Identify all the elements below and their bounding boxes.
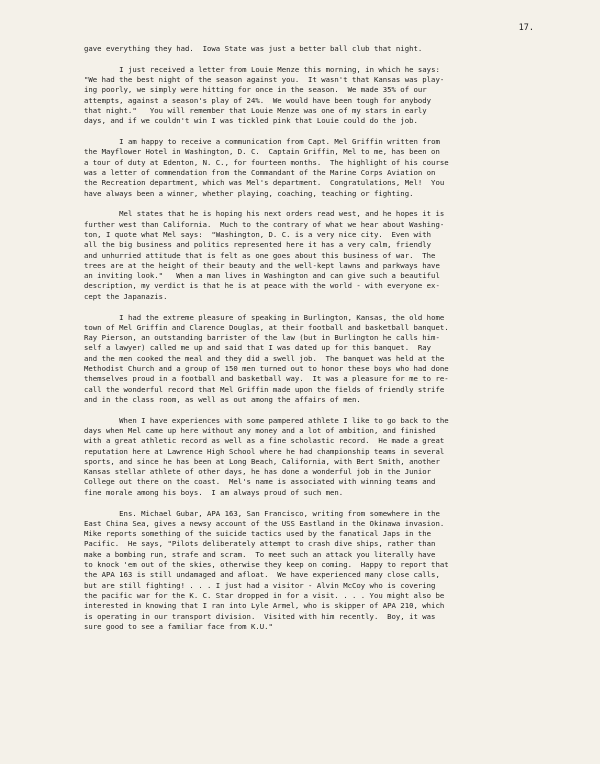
page-number: 17. xyxy=(518,23,534,33)
paragraph-louie-menze-letter: I just received a letter from Louie Menze this morning, in which he says: "We had the best night of the season against you. It wasn't that Kansas was play- ing poorly, we simply were hitting for once in the season. We made 35% of our attempts, against a season's play of 24%. We would have been tough for anybody that night." You will remember that Louie Menze was one of my stars in early days, and if we couldn't win I was tickled pink that Louie could do the job. xyxy=(84,64,445,126)
paragraph-michael-gubar-letter: Ens. Michael Gubar, APA 163, San Francisco, writing from somewhere in the East China Sea, gives a newsy account of the USS Eastland in the Okinawa invasion. Mike reports something of the suicide tactics used by the fanatical Japs in the Pacific. He says, "Pilots deliberately attempt to crash dive ships, rather than make a bombing run, strafe and scram. To meet such an attack you literally have to knock 'em out of the skies, otherwise they keep on coming. Happy to report that the APA 163 is still undamaged and afloat. We have experienced many close calls, but are still fighting! . . . I just had a visitor - Alvin McCoy who is covering the pacific war for the K. C. Star dropped in for a visit. . . . You might also be interested in knowing that I ran into Lyle Armel, who is skipper of APA 210, which is operating in our transport division. Visited with him recently. Boy, it was sure good to see a familiar face from K.U." xyxy=(84,508,449,631)
paragraph-burlington-banquet: I had the extreme pleasure of speaking in Burlington, Kansas, the old home town of Mel Griffin and Clarence Douglas, at their football and basketball banquet. Ray Pierson, an outstanding barrister of the law (but in Burlington he calls him- self a lawyer) called me up and said that I was dated up for this banquet. Ray and the men cooked the meal and they did a swell job. The banquet was held at the Methodist Church and a group of 150 men turned out to honor these boys who had done themselves proud in a football and basketball way. It was a pleasure for me to re- call the wonderful record that Mel Griffin made upon the fields of friendly strife and in the class room, as well as out among the affairs of men. xyxy=(84,312,449,404)
paragraph-continuation: gave everything they had. Iowa State was just a better ball club that night. xyxy=(84,44,423,53)
paragraph-mel-griffin-communication: I am happy to receive a communication from Capt. Mel Griffin written from the Mayflower Hotel in Washington, D. C. Captain Griffin, Mel to me, has been on a tour of duty at Edenton, N. C., for fourteen months. The highlight of his course was a letter of commendation from the Commandant of the Marine Corps Aviation on the Recreation department, which was Mel's department. Congratulations, Mel! You have always been a winner, whether playing, coaching, teaching or fighting. xyxy=(84,137,449,198)
paragraph-mel-record: When I have experiences with some pampered athlete I like to go back to the days when Mel came up here without any money and a lot of ambition, and finished with a great athletic record as well as a fine scholastic record. He made a great reputation here at Lawrence High School where he had championship teams in several sports, and since he has been at Long Beach, California, with Bert Smith, another Kansas stellar athlete of other days, he has done a wonderful job in the Junior College out there on the coast. Mel's name is associated with winning teams and fine morale among his boys. I am always proud of such men. xyxy=(84,415,449,497)
paragraph-mel-washington-quote: Mel states that he is hoping his next orders read west, and he hopes it is further west than California. Much to the contrary of what we hear about Washing- ton, I quote what Mel says: "Washington, D. C. is a very nice city. Even with all the big business and politics represented here it has a very calm, friendly and unhurried attitude that is felt as one goes about this business of war. The trees are at the height of their beauty and the well-kept lawns and parkways have an inviting look." When a man lives in Washington and can give such a beautiful description, my verdict is that he is at peace with the world - with everyone ex- cept the Japanazis. xyxy=(84,209,445,301)
